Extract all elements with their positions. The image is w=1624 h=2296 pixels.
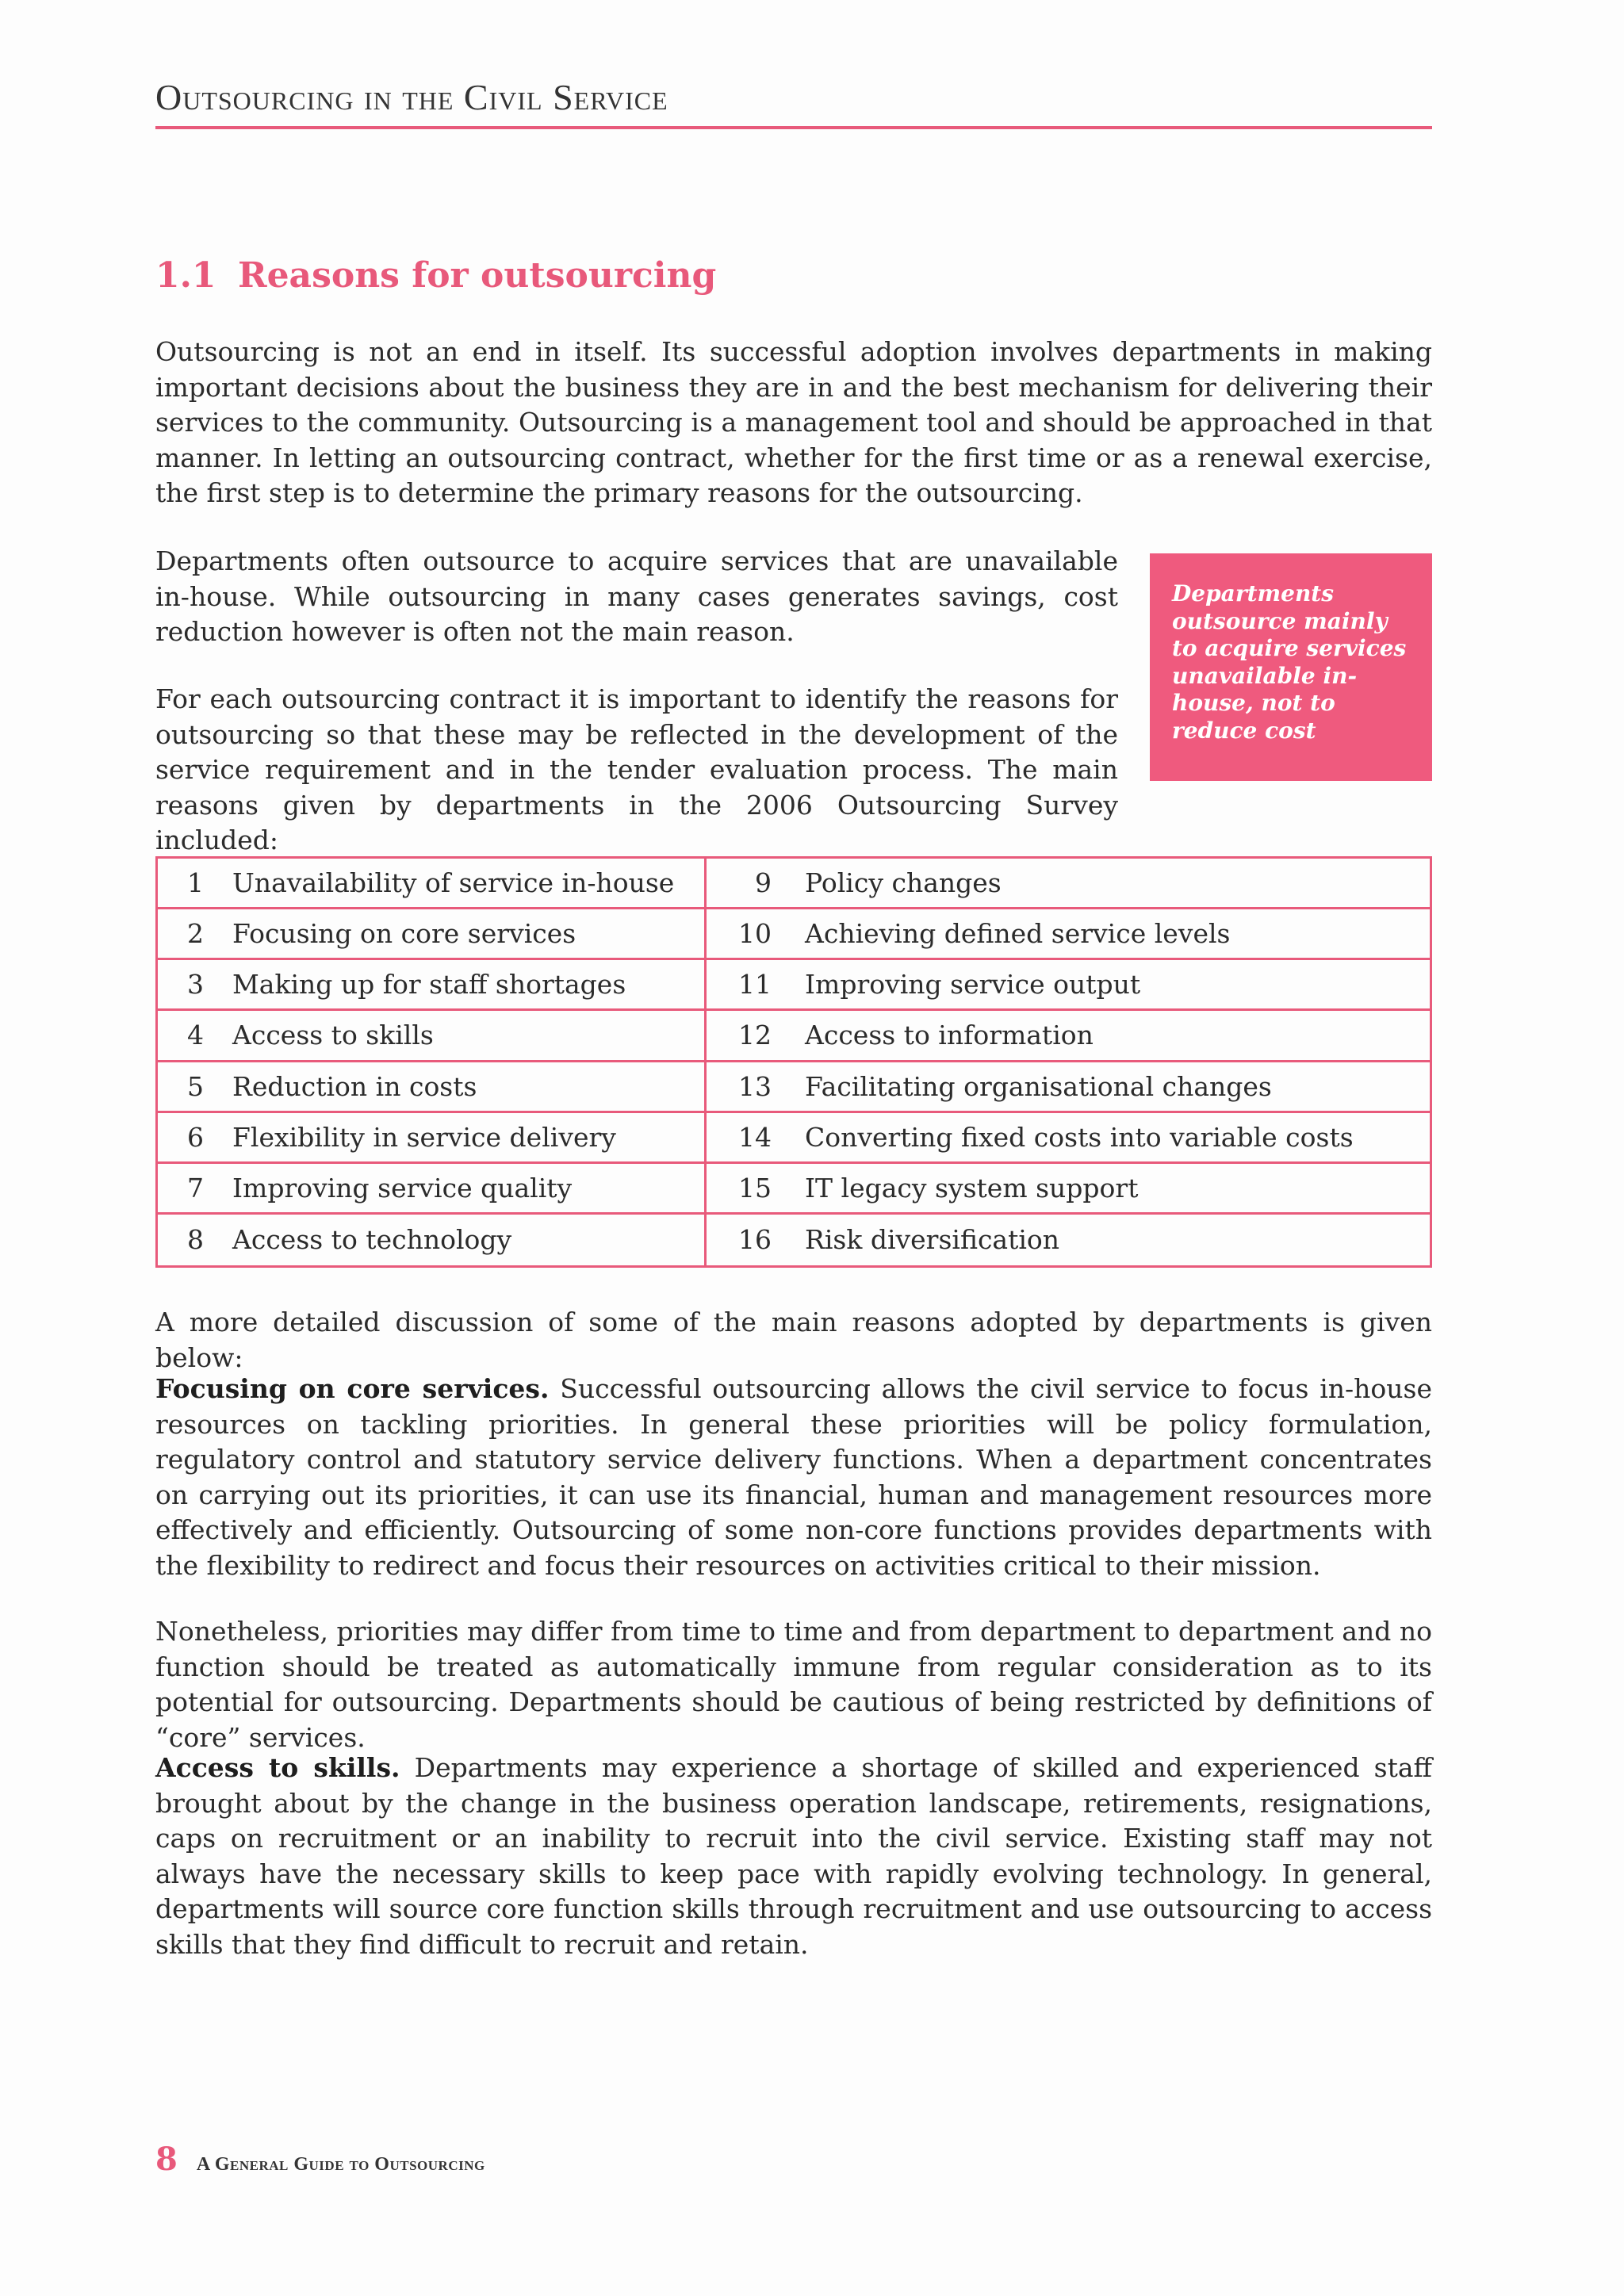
reason-number: 13 [738, 1070, 772, 1102]
reason-text: Improving service quality [232, 1172, 573, 1203]
table-cell [158, 1164, 707, 1215]
table-cell [707, 1215, 1430, 1265]
page-number: 8 [155, 2141, 178, 2178]
table-cell [158, 1215, 707, 1265]
footer-title: A General Guide to Outsourcing [196, 2154, 485, 2175]
page-footer [155, 2141, 485, 2178]
table-cell [707, 1113, 1430, 1164]
table-cell [707, 1011, 1430, 1062]
reason-number: 10 [738, 918, 772, 950]
paragraph-survey: For each outsourcing contract it is important to identify the reasons for outsourcing so that these may be reflected in the development of the service requirement and in the tender evaluation process. The main reasons given by departments in the 2006 Outsourcing Survey included: [155, 683, 1118, 855]
reason-text: Policy changes [805, 867, 1002, 899]
paragraph-access-skills [155, 1751, 1432, 1962]
reason-number: 9 [755, 867, 772, 899]
table-cell [158, 960, 707, 1011]
reason-text: Access to skills [232, 1020, 434, 1051]
reason-text: Unavailability of service in-house [232, 867, 675, 899]
reason-text: Improving service output [805, 969, 1141, 1001]
section-heading [155, 255, 716, 296]
reason-text: Access to technology [232, 1224, 512, 1256]
reason-text: Converting fixed costs into variable costs [805, 1121, 1354, 1153]
table-cell [158, 1062, 707, 1113]
reason-number: 14 [738, 1121, 772, 1153]
reason-text: Reduction in costs [232, 1070, 477, 1102]
reason-text: Focusing on core services [232, 918, 576, 950]
paragraph-lead-in: Access to skills. [155, 1752, 400, 1783]
reason-number: 11 [738, 969, 772, 1001]
reason-number: 12 [738, 1020, 772, 1051]
paragraph-body: Departments may experience a shortage of skilled and experienced staff brought about by the change in the business operation landscape, retirements, resignations, caps on recruitment or an inability to recruit into the civil service. Existing staff may not always have the necessary skills to keep pace with rapidly evolving technology. In general, departments will source core function skills through recruitment and use outsourcing to access skills that they find difficult to recruit and retain. [155, 1752, 1433, 1960]
reason-number: 7 [187, 1172, 204, 1203]
table-cell [158, 1011, 707, 1062]
paragraph-priorities: Nonetheless, priorities may differ from time to time and from department to department and no function should be treated as automatically immune from regular consideration as to its potential for outsourcing. Departments should be cautious of being restricted by definitions of “core” services. [155, 1616, 1432, 1753]
paragraph-lead-in: Focusing on core services. [155, 1373, 550, 1404]
reason-text: Facilitating organisational changes [805, 1070, 1272, 1102]
reason-number: 6 [187, 1121, 204, 1153]
reason-text: Risk diversification [805, 1224, 1060, 1256]
reason-number: 5 [187, 1070, 204, 1102]
reason-text: Achieving defined service levels [805, 918, 1231, 950]
table-cell [707, 1062, 1430, 1113]
reason-text: Making up for staff shortages [232, 969, 626, 1001]
table-cell [707, 1164, 1430, 1215]
paragraph-in-house: Departments often outsource to acquire services that are unavailable in-house. While outsourcing in many cases generates savings, cost reduction however is often not the main reason. [155, 545, 1118, 647]
reason-number: 1 [187, 867, 204, 899]
table-cell [707, 909, 1430, 960]
reason-number: 4 [187, 1020, 204, 1051]
running-header: Outsourcing in the Civil Service [155, 76, 1432, 129]
reasons-table [155, 856, 1432, 1268]
reason-number: 8 [187, 1224, 204, 1256]
table-cell [158, 909, 707, 960]
reason-number: 15 [738, 1172, 772, 1203]
reason-text: Flexibility in service delivery [232, 1121, 616, 1153]
section-title-text: Reasons for outsourcing [238, 255, 717, 296]
intro-paragraph: Outsourcing is not an end in itself. Its successful adoption involves departments in making important decisions about the business they are in and the best mechanism for delivering their services to the community. Outsourcing is a management tool and should be approached in that manner. In letting an outsourcing contract, whether for the first time or as a renewal exercise, the first step is to determine the primary reasons for the outsourcing. [155, 336, 1432, 508]
reason-number: 3 [187, 969, 204, 1001]
paragraph-body: Successful outsourcing allows the civil service to focus in-house resources on tackling priorities. In general these priorities will be policy formulation, regulatory control and statutory service delivery functions. When a department concentrates on carrying out its priorities, it can use its financial, human and management resources more effectively and efficiently. Outsourcing of some non-core functions provides departments with the flexibility to redirect and focus their resources on activities critical to their mission. [155, 1373, 1432, 1581]
paragraph-discussion-intro: A more detailed discussion of some of the main reasons adopted by departments is given below: [155, 1307, 1432, 1373]
table-cell [158, 1113, 707, 1164]
table-cell [707, 960, 1430, 1011]
pull-quote-callout: Departments outsource mainly to acquire services unavailable in-house, not to reduce cost [1150, 553, 1432, 781]
paragraph-core-services [155, 1372, 1432, 1583]
reason-number: 2 [187, 918, 204, 950]
table-cell [707, 859, 1430, 909]
table-cell [158, 859, 707, 909]
reason-text: Access to information [805, 1020, 1094, 1051]
reason-text: IT legacy system support [805, 1172, 1139, 1203]
reason-number: 16 [738, 1224, 772, 1256]
section-number: 1.1 [155, 255, 216, 296]
